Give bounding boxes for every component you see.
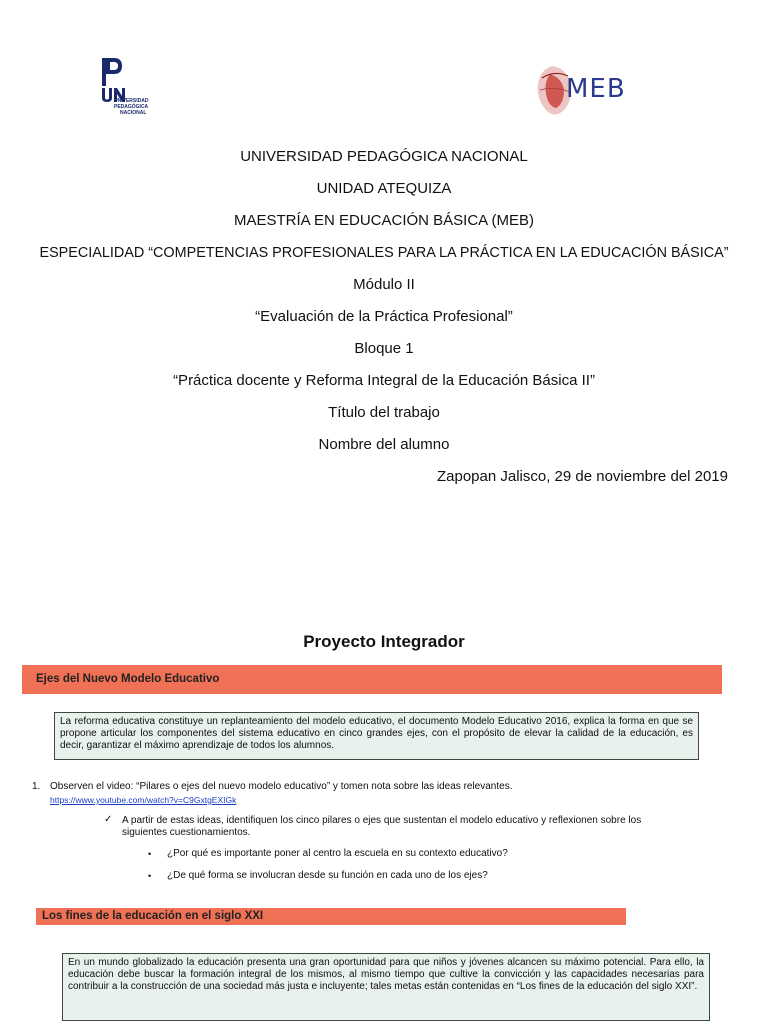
upn-logo-mark — [100, 58, 126, 102]
list-item-text: Observen el video: “Pilares o ejes del nuevo modelo educativo” y tomen nota sobre las ideas relevantes. — [50, 781, 513, 792]
meb-logo — [530, 60, 630, 118]
bullet-icon: • — [148, 849, 152, 859]
check-item-text: A partir de estas ideas, identifiquen los cinco pilares o ejes que sustentan el modelo educativo y reflexionen sobre los siguientes cuestionamientos. — [122, 815, 642, 838]
list-number: 1. — [32, 781, 41, 792]
upn-logo — [100, 58, 170, 120]
upn-logo-text — [114, 98, 148, 116]
meb-logo-text: MEB — [566, 74, 626, 104]
block-name: “Práctica docente y Reforma Integral de la Educación Básica II” — [173, 372, 595, 389]
bullet-icon: • — [148, 871, 152, 881]
intro-box: La reforma educativa constituye un replanteamiento del modelo educativo, el documento Modelo Educativo 2016, explica la forma en que se propone articular los componentes del sistema educativo en cinco grandes ejes, con el propósito de elevar la calidad de la educación, es decir, garantizar el máximo aprendizaje de todos los alumnos. — [54, 712, 699, 760]
university-name: UNIVERSIDAD PEDAGÓGICA NACIONAL — [240, 148, 528, 165]
place-date: Zapopan Jalisco, 29 de noviembre del 2019 — [436, 468, 728, 485]
block-label: Bloque 1 — [354, 340, 414, 357]
section-header: Los fines de la educación en el siglo XXI — [36, 908, 626, 925]
module-name: “Evaluación de la Práctica Profesional” — [255, 308, 513, 325]
upn-logo-line: PEDAGÓGICA — [114, 104, 149, 110]
specialty-name: ESPECIALIDAD “COMPETENCIAS PROFESIONALES PARA LA PRÁCTICA EN LA EDUCACIÓN BÁSICA” — [39, 245, 729, 261]
upn-logo-line: NACIONAL — [120, 110, 147, 116]
student-name: Nombre del alumno — [318, 436, 450, 453]
unit-name: UNIDAD ATEQUIZA — [316, 180, 452, 197]
work-title: Título del trabajo — [328, 404, 440, 421]
project-title: Proyecto Integrador — [303, 632, 465, 651]
section-header: Ejes del Nuevo Modelo Educativo — [22, 665, 722, 694]
question-item: ¿Por qué es importante poner al centro la escuela en su contexto educativo? — [167, 848, 508, 859]
module-label: Módulo II — [353, 276, 415, 293]
question-item: ¿De qué forma se involucran desde su función en cada uno de los ejes? — [167, 870, 488, 881]
video-link[interactable]: https://www.youtube.com/watch?v=C9GxtgEXIGk — [50, 795, 237, 805]
upn-logo-line: UNIVERSIDAD — [114, 98, 149, 104]
checkmark-icon: ✓ — [104, 814, 113, 825]
aims-box: En un mundo globalizado la educación presenta una gran oportunidad para que niños y jóvenes alcancen su máximo potencial. Para ello, la educación debe buscar la formación integral de los mismos, al mismo tiempo que cultive la convicción y las capacidades necesarias para contribuir a la construcción de una sociedad más justa e incluyente; tales metas están contenidas en “Los fines de la educación del siglo XXI”. — [62, 953, 710, 1021]
masters-name: MAESTRÍA EN EDUCACIÓN BÁSICA (MEB) — [233, 212, 535, 229]
